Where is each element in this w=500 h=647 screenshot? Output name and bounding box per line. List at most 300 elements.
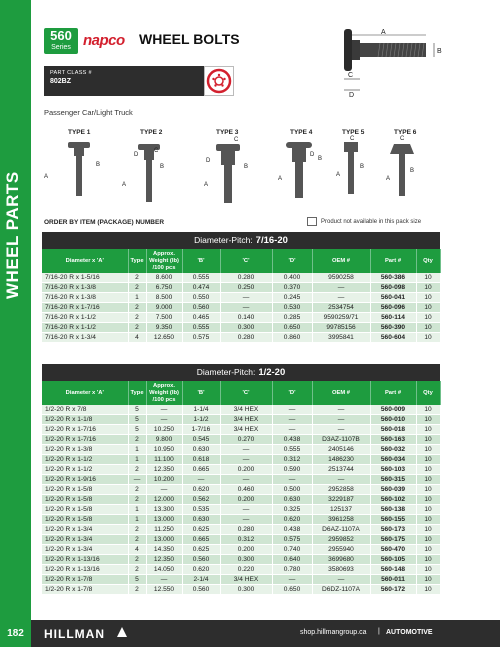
cell-part: 560-096 — [370, 303, 416, 313]
cell-oem: — — [312, 415, 370, 425]
cell-diameter: 1/2-20 R x 1-5/8 — [42, 495, 128, 505]
cell-part: 560-470 — [370, 545, 416, 555]
type-4-bolt-shape — [286, 142, 312, 198]
cell-c: 0.200 — [220, 495, 272, 505]
cell-part: 560-114 — [370, 313, 416, 323]
col-weight — [146, 249, 182, 273]
cell-c: 0.140 — [220, 313, 272, 323]
cell-d: 0.530 — [272, 303, 312, 313]
cell-oem: 2952858 — [312, 485, 370, 495]
cell-oem: 9590259/71 — [312, 313, 370, 323]
cell-part: 560-155 — [370, 515, 416, 525]
cell-b: 0.630 — [182, 515, 220, 525]
cell-part: 560-011 — [370, 575, 416, 585]
cell-d: 0.285 — [272, 313, 312, 323]
cell-weight: 11.100 — [146, 455, 182, 465]
cell-weight: 10.950 — [146, 445, 182, 455]
type-2-label: TYPE 2 — [140, 129, 163, 136]
cell-d: 0.650 — [272, 323, 312, 333]
cell-type: 2 — [128, 495, 146, 505]
col-qty: Qty — [416, 381, 440, 405]
cell-diameter: 7/16-20 R x 1-1/2 — [42, 323, 128, 333]
cell-d: 0.555 — [272, 445, 312, 455]
cell-qty: 10 — [416, 313, 440, 323]
type-6-dim-b: B — [410, 168, 415, 174]
cell-qty: 10 — [416, 445, 440, 455]
col-qty: Qty — [416, 249, 440, 273]
type-1-dim-b: B — [96, 162, 101, 168]
cell-d: 0.500 — [272, 485, 312, 495]
cell-c: 0.280 — [220, 525, 272, 535]
type-6-dim-a: A — [386, 176, 391, 182]
cell-d: 0.325 — [272, 505, 312, 515]
cell-weight: 11.250 — [146, 525, 182, 535]
cell-c: 0.220 — [220, 565, 272, 575]
cell-d: — — [272, 425, 312, 435]
cell-weight: — — [146, 415, 182, 425]
cell-diameter: 1/2-20 R x 7/8 — [42, 405, 128, 415]
type-5-dim-c: C — [350, 136, 355, 142]
cell-weight: 12.350 — [146, 555, 182, 565]
type-4-dim-b: B — [318, 156, 323, 162]
type-5-label: TYPE 5 — [342, 129, 365, 136]
table-1-2-20 — [42, 364, 440, 595]
series-badge — [44, 28, 78, 54]
cell-oem: 3699680 — [312, 555, 370, 565]
cell-type: 2 — [128, 465, 146, 475]
cell-oem: 3580693 — [312, 565, 370, 575]
cell-diameter: 1/2-20 R x 1-3/4 — [42, 545, 128, 555]
table-row — [42, 485, 440, 495]
cell-oem: D6DZ-1107A — [312, 585, 370, 595]
table-row — [42, 273, 440, 283]
cell-qty: 10 — [416, 323, 440, 333]
cell-c: 3/4 HEX — [220, 575, 272, 585]
cell-d: — — [272, 575, 312, 585]
cell-part: 560-098 — [370, 283, 416, 293]
cell-d: 0.575 — [272, 535, 312, 545]
cell-qty: 10 — [416, 435, 440, 445]
part-class-label: PART CLASS # — [50, 70, 92, 76]
dim-a-label: A — [381, 29, 386, 36]
cell-qty: 10 — [416, 273, 440, 283]
cell-d: — — [272, 405, 312, 415]
cell-part: 560-009 — [370, 405, 416, 415]
cell-weight: 8.600 — [146, 273, 182, 283]
cell-diameter: 1/2-20 R x 1-5/8 — [42, 485, 128, 495]
page-title: WHEEL BOLTS — [139, 31, 240, 47]
table-row — [42, 575, 440, 585]
table-heading — [42, 364, 440, 381]
cell-qty: 10 — [416, 525, 440, 535]
cell-oem: 2405146 — [312, 445, 370, 455]
type-3-dim-d: D — [206, 158, 211, 164]
cell-diameter: 1/2-20 R x 1-1/2 — [42, 455, 128, 465]
part-class-box — [44, 66, 204, 96]
cell-qty: 10 — [416, 535, 440, 545]
col-weight-line-3: /100 pcs — [152, 264, 176, 271]
table-heading-label: Diameter-Pitch: — [196, 367, 256, 377]
cell-oem: — — [312, 283, 370, 293]
cell-weight: 13.000 — [146, 515, 182, 525]
cell-weight: — — [146, 405, 182, 415]
table-row — [42, 323, 440, 333]
type-4-dim-a: A — [278, 176, 283, 182]
table-row — [42, 313, 440, 323]
type-3-dim-c: C — [234, 137, 239, 143]
cell-oem: — — [312, 293, 370, 303]
cell-d: — — [272, 415, 312, 425]
cell-oem: 1486230 — [312, 455, 370, 465]
cell-b: — — [182, 475, 220, 485]
cell-qty: 10 — [416, 283, 440, 293]
cell-type: 2 — [128, 283, 146, 293]
cell-type: 4 — [128, 333, 146, 343]
cell-qty: 10 — [416, 425, 440, 435]
col-d: 'D' — [272, 249, 312, 273]
table-row — [42, 283, 440, 293]
cell-d: 0.620 — [272, 515, 312, 525]
cell-d: 0.640 — [272, 555, 312, 565]
cell-c: 0.280 — [220, 273, 272, 283]
cell-c: 0.250 — [220, 283, 272, 293]
cell-weight: 9.000 — [146, 303, 182, 313]
type-1-dim-a: A — [44, 174, 49, 180]
col-oem: OEM # — [312, 249, 370, 273]
cell-oem: 2534754 — [312, 303, 370, 313]
cell-weight: 12.000 — [146, 495, 182, 505]
footer-separator: | — [378, 628, 380, 635]
table-row — [42, 515, 440, 525]
cell-qty: 10 — [416, 475, 440, 485]
type-5-dim-b: B — [360, 164, 365, 170]
cell-qty: 10 — [416, 415, 440, 425]
cell-diameter: 1/2-20 R x 1-7/16 — [42, 435, 128, 445]
col-c: 'C' — [220, 249, 272, 273]
cell-b: 0.625 — [182, 525, 220, 535]
type-4-dim-d: D — [310, 152, 315, 158]
cell-oem: D3AZ-1107B — [312, 435, 370, 445]
cell-part: 560-039 — [370, 485, 416, 495]
cell-b: 0.560 — [182, 555, 220, 565]
dim-d-label: D — [349, 92, 355, 98]
cell-weight: 13.000 — [146, 535, 182, 545]
col-diameter: Diameter x 'A' — [42, 249, 128, 273]
cell-part: 560-103 — [370, 465, 416, 475]
cell-part: 560-390 — [370, 323, 416, 333]
cell-type: 5 — [128, 575, 146, 585]
table-row — [42, 435, 440, 445]
table-heading — [42, 232, 440, 249]
cell-part: 560-148 — [370, 565, 416, 575]
cell-part: 560-138 — [370, 505, 416, 515]
cell-d: 0.860 — [272, 333, 312, 343]
cell-type: 5 — [128, 405, 146, 415]
table-row — [42, 565, 440, 575]
table-row — [42, 535, 440, 545]
cell-diameter: 1/2-20 R x 1-3/8 — [42, 445, 128, 455]
cell-part: 560-315 — [370, 475, 416, 485]
cell-weight: 6.750 — [146, 283, 182, 293]
cell-qty: 10 — [416, 585, 440, 595]
cell-b: 0.620 — [182, 485, 220, 495]
cell-b: 2-1/4 — [182, 575, 220, 585]
cell-b: 1-1/4 — [182, 405, 220, 415]
table-row — [42, 303, 440, 313]
cell-d: 0.370 — [272, 283, 312, 293]
col-b: 'B' — [182, 249, 220, 273]
type-5-dim-a: A — [336, 172, 341, 178]
cell-b: 0.535 — [182, 505, 220, 515]
cell-type: 2 — [128, 525, 146, 535]
cell-diameter: 1/2-20 R x 1-5/8 — [42, 515, 128, 525]
cell-oem: 2955940 — [312, 545, 370, 555]
table-pitch: 7/16-20 — [255, 235, 288, 246]
col-part: Part # — [370, 249, 416, 273]
table-row — [42, 425, 440, 435]
cell-d: 0.740 — [272, 545, 312, 555]
col-b: 'B' — [182, 381, 220, 405]
cell-part: 560-172 — [370, 585, 416, 595]
cell-c: 0.300 — [220, 585, 272, 595]
dim-b-label: B — [437, 48, 442, 55]
cell-type: 2 — [128, 565, 146, 575]
hero-bolt-illustration — [336, 26, 466, 98]
cell-oem: 125137 — [312, 505, 370, 515]
cell-weight: 8.500 — [146, 293, 182, 303]
cell-qty: 10 — [416, 303, 440, 313]
type-2-dim-c: C — [154, 148, 159, 154]
legend-text: Product not available in this pack size — [321, 219, 422, 225]
table-row — [42, 495, 440, 505]
wheel-icon — [205, 67, 233, 95]
cell-diameter: 1/2-20 R x 1-1/2 — [42, 465, 128, 475]
legend-swatch — [307, 217, 317, 226]
cell-qty: 10 — [416, 515, 440, 525]
table-row — [42, 525, 440, 535]
cell-b: 1-7/16 — [182, 425, 220, 435]
cell-c: 3/4 HEX — [220, 405, 272, 415]
table-row — [42, 333, 440, 343]
cell-c: 3/4 HEX — [220, 425, 272, 435]
cell-oem: 99785156 — [312, 323, 370, 333]
bolt-knurl-shape — [352, 40, 360, 60]
type-3-label: TYPE 3 — [216, 129, 239, 136]
cell-c: 3/4 HEX — [220, 415, 272, 425]
hillman-logo: HILLMAN — [44, 627, 105, 641]
part-class-value: 802BZ — [50, 78, 72, 85]
cell-c: — — [220, 455, 272, 465]
cell-part: 560-105 — [370, 555, 416, 565]
cell-oem: — — [312, 425, 370, 435]
cell-type: 1 — [128, 455, 146, 465]
cell-d: 0.438 — [272, 435, 312, 445]
type-4-label: TYPE 4 — [290, 129, 313, 136]
cell-b: 0.625 — [182, 545, 220, 555]
cell-d: 0.245 — [272, 293, 312, 303]
cell-type: 2 — [128, 555, 146, 565]
dim-c-label: C — [348, 72, 354, 79]
cell-b: 0.465 — [182, 313, 220, 323]
cell-b: 0.620 — [182, 565, 220, 575]
side-tab-label: WHEEL PARTS — [3, 171, 22, 299]
series-label: Series — [51, 44, 71, 51]
cell-c: 0.200 — [220, 545, 272, 555]
cell-type: 4 — [128, 545, 146, 555]
cell-b: 0.618 — [182, 455, 220, 465]
cell-c: — — [220, 293, 272, 303]
col-type: Type — [128, 381, 146, 405]
cell-diameter: 1/2-20 R x 1-7/8 — [42, 575, 128, 585]
cell-oem: — — [312, 575, 370, 585]
cell-diameter: 7/16-20 R x 1-3/8 — [42, 293, 128, 303]
col-weight-line-1: Approx. — [153, 382, 175, 389]
type-6-dim-c: C — [400, 136, 405, 142]
cell-part: 560-034 — [370, 455, 416, 465]
col-c: 'C' — [220, 381, 272, 405]
cell-d: 0.630 — [272, 495, 312, 505]
cell-type: 2 — [128, 313, 146, 323]
cell-qty: 10 — [416, 505, 440, 515]
cell-part: 560-173 — [370, 525, 416, 535]
cell-oem: — — [312, 475, 370, 485]
table-row — [42, 465, 440, 475]
spec-table — [42, 381, 441, 595]
cell-diameter: 1/2-20 R x 1-5/8 — [42, 505, 128, 515]
cell-b: 0.560 — [182, 585, 220, 595]
page-number: 182 — [0, 620, 31, 647]
cell-b: 0.550 — [182, 293, 220, 303]
cell-c: 0.280 — [220, 333, 272, 343]
cell-type: 2 — [128, 273, 146, 283]
table-body — [42, 273, 440, 343]
cell-weight: 10.250 — [146, 425, 182, 435]
cell-b: 0.630 — [182, 445, 220, 455]
cell-b: 0.555 — [182, 323, 220, 333]
cell-diameter: 7/16-20 R x 1-3/8 — [42, 283, 128, 293]
cell-type: 2 — [128, 585, 146, 595]
cell-c: 0.312 — [220, 535, 272, 545]
table-row — [42, 555, 440, 565]
cell-qty: 10 — [416, 495, 440, 505]
type-3-dim-b: B — [244, 164, 249, 170]
cell-diameter: 1/2-20 R x 1-9/16 — [42, 475, 128, 485]
cell-type: 1 — [128, 505, 146, 515]
cell-oem: 3995841 — [312, 333, 370, 343]
cell-b: 0.474 — [182, 283, 220, 293]
cell-c: — — [220, 475, 272, 485]
cell-weight: 7.500 — [146, 313, 182, 323]
cell-weight: 14.350 — [146, 545, 182, 555]
cell-qty: 10 — [416, 405, 440, 415]
col-weight — [146, 381, 182, 405]
cell-oem: — — [312, 405, 370, 415]
cell-qty: 10 — [416, 555, 440, 565]
cell-b: 0.665 — [182, 465, 220, 475]
type-2-dim-b: B — [160, 164, 165, 170]
cell-type: 1 — [128, 445, 146, 455]
cell-qty: 10 — [416, 485, 440, 495]
col-oem: OEM # — [312, 381, 370, 405]
cell-qty: 10 — [416, 455, 440, 465]
footer-bar — [0, 620, 500, 647]
column-headers — [42, 249, 440, 273]
cell-b: 0.545 — [182, 435, 220, 445]
wheel-icon-box — [204, 66, 234, 96]
cell-oem: 2959852 — [312, 535, 370, 545]
cell-d: 0.780 — [272, 565, 312, 575]
cell-part: 560-010 — [370, 415, 416, 425]
col-weight-line-2: Weight (lb) — [149, 389, 179, 396]
cell-part: 560-163 — [370, 435, 416, 445]
cell-weight: 9.350 — [146, 323, 182, 333]
cell-c: 0.300 — [220, 555, 272, 565]
cell-part: 560-102 — [370, 495, 416, 505]
cell-diameter: 1/2-20 R x 1-13/16 — [42, 565, 128, 575]
website-link[interactable]: shop.hillmangroup.ca — [300, 629, 367, 636]
cell-c: — — [220, 515, 272, 525]
column-headers — [42, 381, 440, 405]
cell-qty: 10 — [416, 575, 440, 585]
order-instruction: ORDER BY ITEM (PACKAGE) NUMBER — [44, 219, 165, 226]
type-1-label: TYPE 1 — [68, 129, 91, 136]
type-6-label: TYPE 6 — [394, 129, 417, 136]
bolt-head-shape — [344, 29, 352, 71]
cell-c: 0.270 — [220, 435, 272, 445]
cell-d: 0.400 — [272, 273, 312, 283]
type-3-bolt-shape — [216, 144, 240, 203]
cell-d: 0.590 — [272, 465, 312, 475]
col-weight-line-1: Approx. — [153, 250, 175, 257]
cell-b: 1-1/2 — [182, 415, 220, 425]
cell-c: 0.460 — [220, 485, 272, 495]
cell-type: 5 — [128, 415, 146, 425]
cell-weight: 12.350 — [146, 465, 182, 475]
cell-b: 0.555 — [182, 273, 220, 283]
col-d: 'D' — [272, 381, 312, 405]
cell-weight: — — [146, 485, 182, 495]
cell-c: 0.300 — [220, 323, 272, 333]
table-body — [42, 405, 440, 595]
cell-diameter: 1/2-20 R x 1-1/8 — [42, 415, 128, 425]
cell-b: 0.665 — [182, 535, 220, 545]
cell-type: 2 — [128, 303, 146, 313]
col-diameter: Diameter x 'A' — [42, 381, 128, 405]
cell-qty: 10 — [416, 333, 440, 343]
cell-diameter: 1/2-20 R x 1-3/4 — [42, 535, 128, 545]
table-heading-label: Diameter-Pitch: — [194, 235, 253, 245]
cell-c: — — [220, 505, 272, 515]
cell-part: 560-386 — [370, 273, 416, 283]
cell-type: 2 — [128, 435, 146, 445]
cell-type: 1 — [128, 293, 146, 303]
cell-oem: 3229187 — [312, 495, 370, 505]
cell-d: 0.650 — [272, 585, 312, 595]
cell-qty: 10 — [416, 465, 440, 475]
cell-b: 0.562 — [182, 495, 220, 505]
cell-oem: 9590258 — [312, 273, 370, 283]
table-row — [42, 445, 440, 455]
table-row — [42, 293, 440, 303]
cell-part: 560-032 — [370, 445, 416, 455]
cell-diameter: 7/16-20 R x 1-3/4 — [42, 333, 128, 343]
type-2-dim-a: A — [122, 182, 127, 188]
series-number: 560 — [50, 28, 72, 43]
type-5-bolt-shape — [344, 142, 358, 194]
footer-category: AUTOMOTIVE — [386, 629, 433, 636]
hillman-mark-icon — [117, 627, 127, 637]
cell-b: 0.560 — [182, 303, 220, 313]
